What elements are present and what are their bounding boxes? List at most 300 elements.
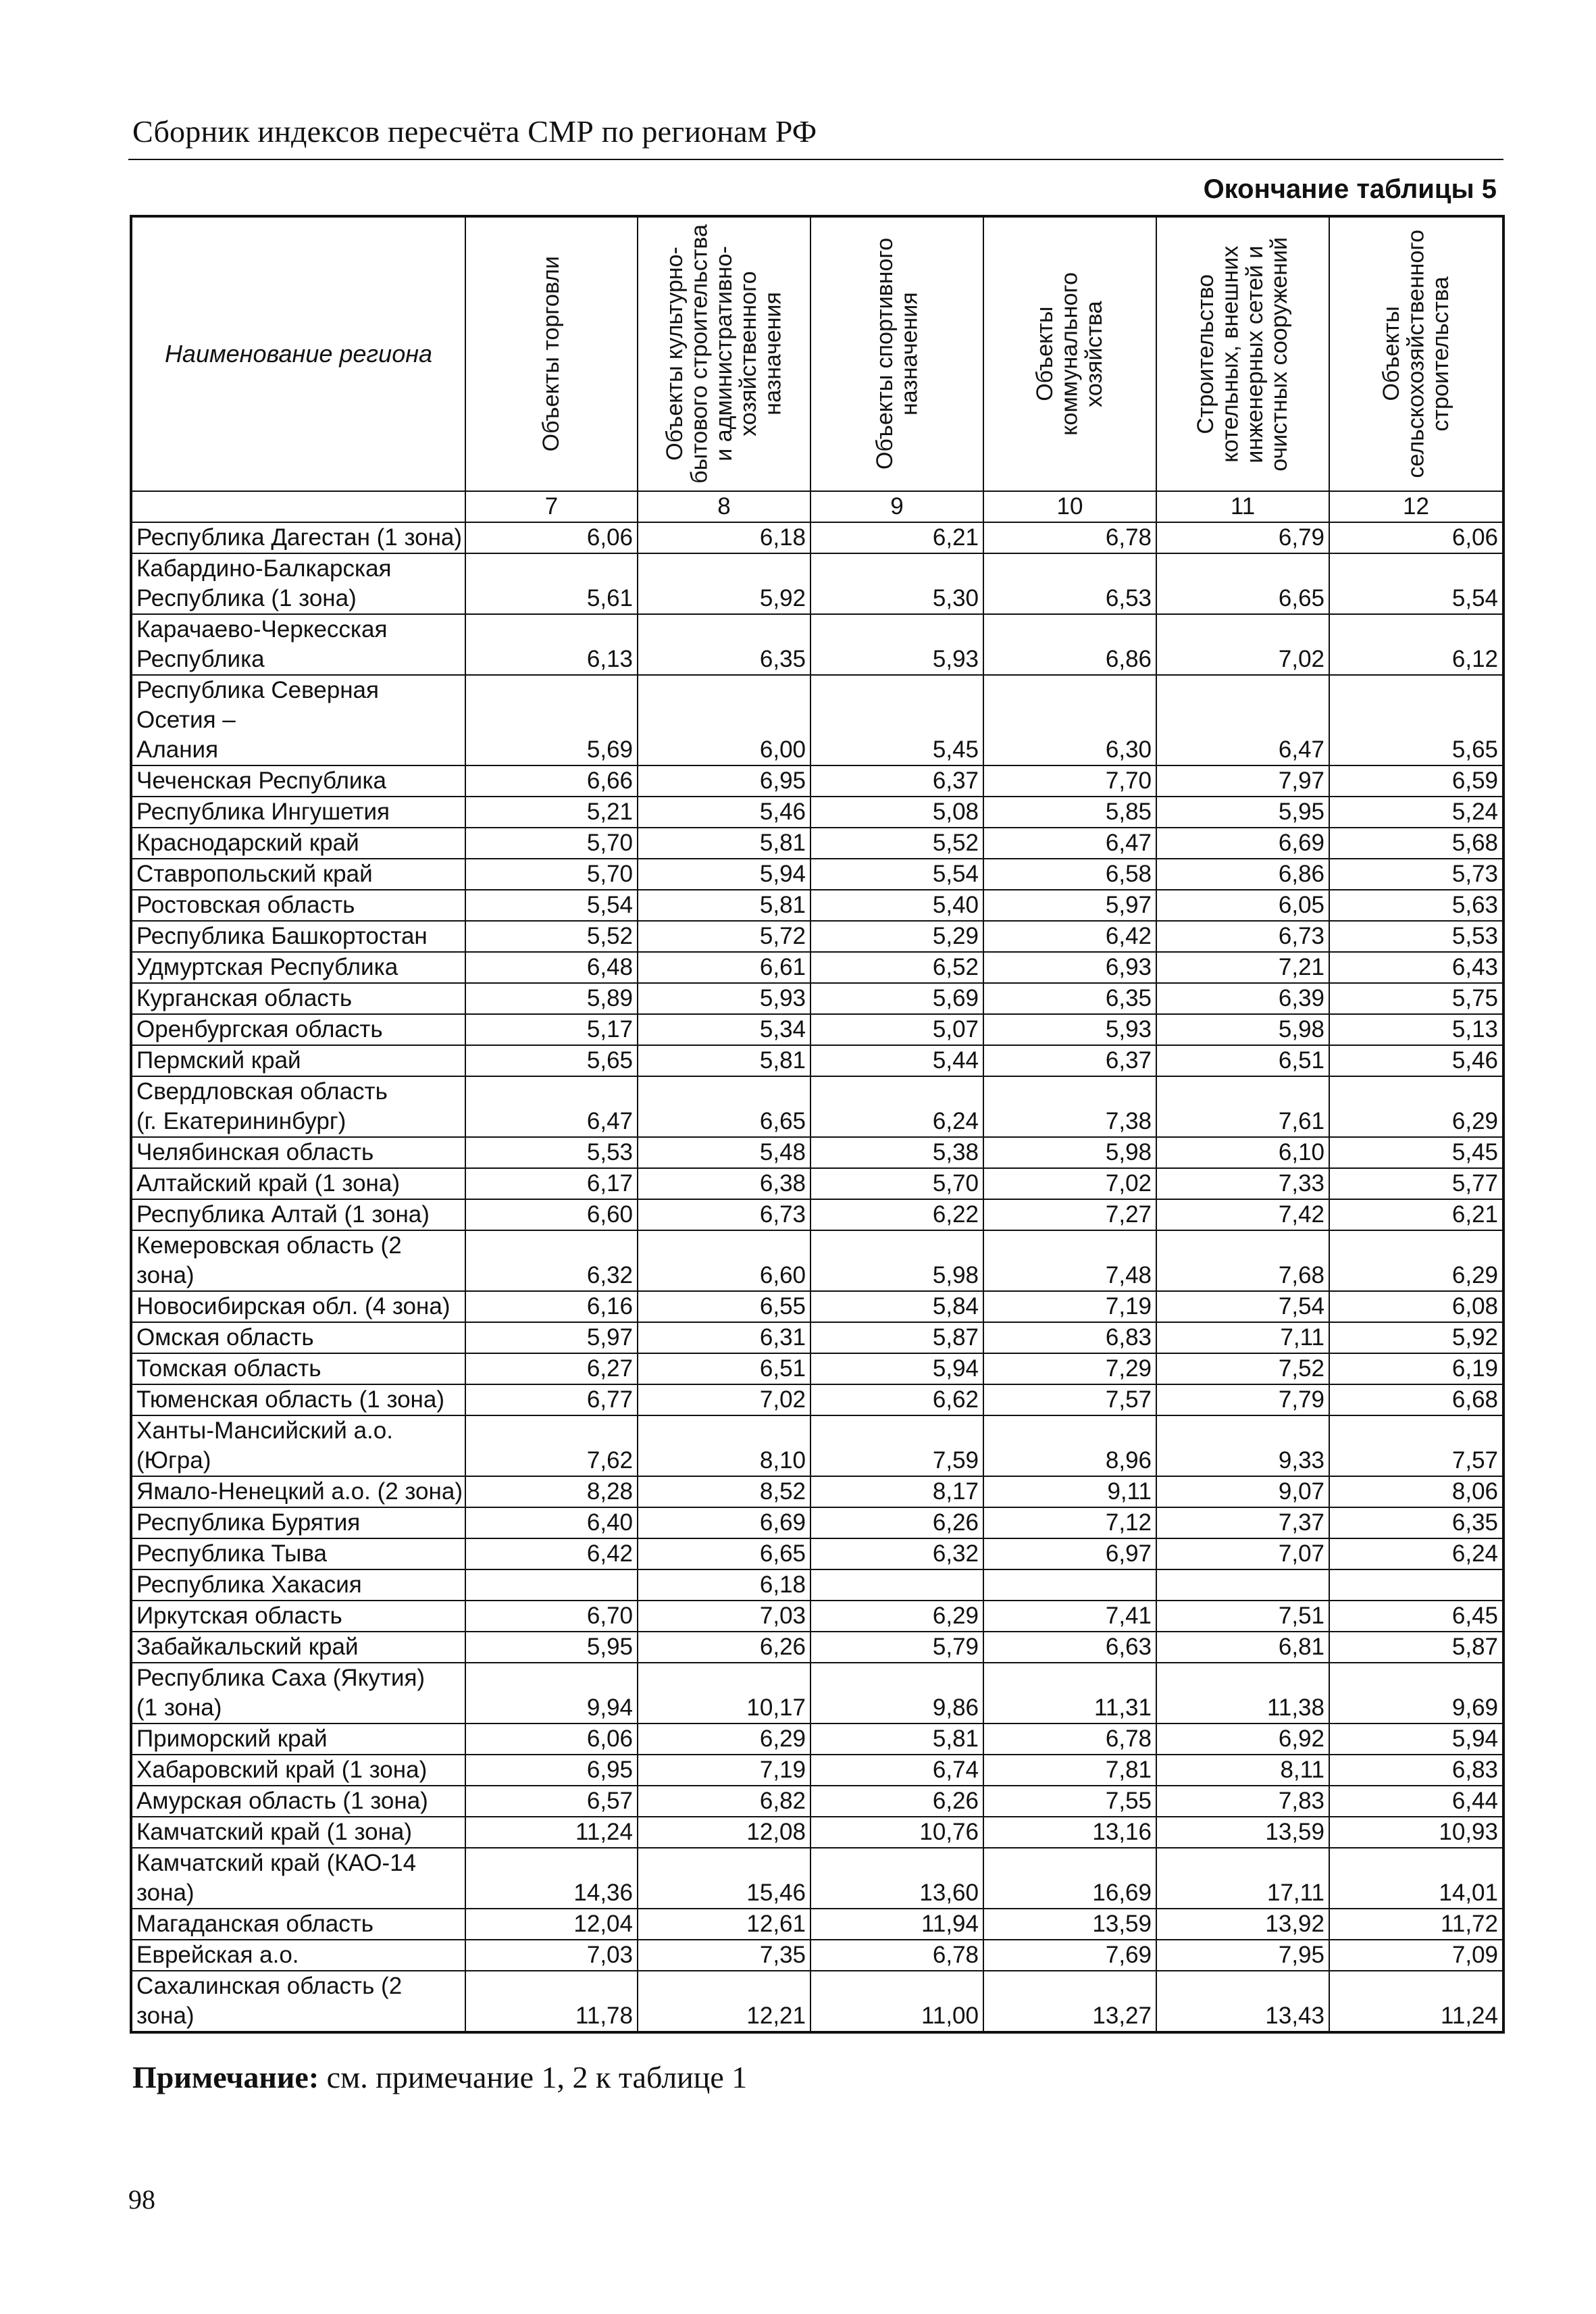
table-row bbox=[131, 1848, 1503, 1909]
index-value: 6,82 bbox=[638, 1786, 810, 1817]
index-value: 10,76 bbox=[810, 1817, 983, 1848]
index-value: 7,48 bbox=[983, 1230, 1156, 1291]
index-value: 7,19 bbox=[983, 1291, 1156, 1322]
table-row bbox=[131, 1817, 1503, 1848]
region-name: Камчатский край (КАО-14 зона) bbox=[131, 1848, 465, 1909]
index-value: 6,47 bbox=[983, 828, 1156, 859]
index-value: 7,03 bbox=[638, 1601, 810, 1632]
table-row bbox=[131, 1569, 1503, 1601]
index-value: 5,46 bbox=[1329, 1045, 1503, 1076]
index-value: 6,10 bbox=[1156, 1137, 1329, 1168]
index-value: 5,84 bbox=[810, 1291, 983, 1322]
table-row bbox=[131, 1291, 1503, 1322]
table-row bbox=[131, 890, 1503, 921]
index-value: 6,29 bbox=[810, 1601, 983, 1632]
index-value: 5,54 bbox=[1329, 553, 1503, 614]
table-row bbox=[131, 614, 1503, 675]
index-value: 5,65 bbox=[465, 1045, 638, 1076]
region-name: Курганская область bbox=[131, 983, 465, 1014]
index-value: 5,52 bbox=[810, 828, 983, 859]
index-value: 6,31 bbox=[638, 1322, 810, 1353]
index-value: 5,98 bbox=[810, 1230, 983, 1291]
index-value: 6,08 bbox=[1329, 1291, 1503, 1322]
index-value: 7,02 bbox=[638, 1384, 810, 1415]
index-value: 6,97 bbox=[983, 1538, 1156, 1569]
index-value: 8,17 bbox=[810, 1476, 983, 1507]
region-name: Приморский край bbox=[131, 1724, 465, 1755]
index-value: 6,29 bbox=[1329, 1230, 1503, 1291]
index-value: 5,95 bbox=[465, 1632, 638, 1663]
index-value: 9,94 bbox=[465, 1663, 638, 1724]
index-value: 7,21 bbox=[1156, 952, 1329, 983]
region-name: Республика Дагестан (1 зона) bbox=[131, 522, 465, 553]
column-header bbox=[983, 216, 1156, 491]
table-body bbox=[131, 522, 1503, 2032]
region-name: Свердловская область (г. Екатерининбург) bbox=[131, 1076, 465, 1137]
index-value: 6,13 bbox=[465, 614, 638, 675]
index-value: 6,55 bbox=[638, 1291, 810, 1322]
index-value: 6,06 bbox=[465, 522, 638, 553]
index-value: 6,26 bbox=[638, 1632, 810, 1663]
index-value: 5,77 bbox=[1329, 1168, 1503, 1199]
table-row bbox=[131, 1230, 1503, 1291]
index-value: 6,51 bbox=[1156, 1045, 1329, 1076]
region-name: Иркутская область bbox=[131, 1601, 465, 1632]
index-value: 6,60 bbox=[638, 1230, 810, 1291]
index-value: 6,38 bbox=[638, 1168, 810, 1199]
index-value: 7,62 bbox=[465, 1415, 638, 1476]
table-row bbox=[131, 1076, 1503, 1137]
index-value: 6,05 bbox=[1156, 890, 1329, 921]
table-row bbox=[131, 921, 1503, 952]
index-value: 7,27 bbox=[983, 1199, 1156, 1230]
index-value: 13,59 bbox=[1156, 1817, 1329, 1848]
index-value: 6,53 bbox=[983, 553, 1156, 614]
index-value: 6,86 bbox=[983, 614, 1156, 675]
index-value: 5,92 bbox=[1329, 1322, 1503, 1353]
table-row bbox=[131, 1601, 1503, 1632]
region-name: Республика Северная Осетия – Алания bbox=[131, 675, 465, 765]
index-value: 7,12 bbox=[983, 1507, 1156, 1538]
index-value: 16,69 bbox=[983, 1848, 1156, 1909]
index-value: 9,11 bbox=[983, 1476, 1156, 1507]
index-value: 6,60 bbox=[465, 1199, 638, 1230]
index-value: 5,70 bbox=[465, 859, 638, 890]
column-number: 11 bbox=[1156, 491, 1329, 522]
index-value: 11,94 bbox=[810, 1909, 983, 1940]
column-header-label: Объекты коммунального хозяйства bbox=[1032, 272, 1108, 436]
index-value: 11,78 bbox=[465, 1971, 638, 2032]
index-value: 6,48 bbox=[465, 952, 638, 983]
index-value: 11,24 bbox=[1329, 1971, 1503, 2032]
column-header-label: Объекты сельскохозяйственного строительства bbox=[1378, 230, 1453, 478]
region-name: Ростовская область bbox=[131, 890, 465, 921]
index-value: 6,69 bbox=[638, 1507, 810, 1538]
index-value: 7,83 bbox=[1156, 1786, 1329, 1817]
index-value: 7,07 bbox=[1156, 1538, 1329, 1569]
index-value: 6,18 bbox=[638, 1569, 810, 1601]
index-value: 6,19 bbox=[1329, 1353, 1503, 1384]
index-value: 7,95 bbox=[1156, 1940, 1329, 1971]
index-value: 7,29 bbox=[983, 1353, 1156, 1384]
index-value: 12,21 bbox=[638, 1971, 810, 2032]
region-name: Кабардино-Балкарская Республика (1 зона) bbox=[131, 553, 465, 614]
index-value: 9,69 bbox=[1329, 1663, 1503, 1724]
index-value bbox=[1156, 1569, 1329, 1601]
index-value: 5,44 bbox=[810, 1045, 983, 1076]
index-value: 6,26 bbox=[810, 1507, 983, 1538]
index-value: 5,07 bbox=[810, 1014, 983, 1045]
index-value: 9,86 bbox=[810, 1663, 983, 1724]
index-value: 6,95 bbox=[638, 765, 810, 797]
column-number-row bbox=[131, 491, 1503, 522]
index-value: 6,42 bbox=[983, 921, 1156, 952]
region-name: Алтайский край (1 зона) bbox=[131, 1168, 465, 1199]
collection-title: Сборник индексов пересчёта СМР по регионам РФ bbox=[132, 114, 817, 149]
index-value: 6,35 bbox=[638, 614, 810, 675]
index-value: 8,10 bbox=[638, 1415, 810, 1476]
table-row bbox=[131, 1940, 1503, 1971]
region-name: Хабаровский край (1 зона) bbox=[131, 1755, 465, 1786]
index-value: 7,02 bbox=[1156, 614, 1329, 675]
region-name: Республика Ингушетия bbox=[131, 797, 465, 828]
index-value bbox=[810, 1569, 983, 1601]
region-name: Магаданская область bbox=[131, 1909, 465, 1940]
index-value: 7,51 bbox=[1156, 1601, 1329, 1632]
region-name: Кемеровская область (2 зона) bbox=[131, 1230, 465, 1291]
index-value: 5,73 bbox=[1329, 859, 1503, 890]
index-value: 6,66 bbox=[465, 765, 638, 797]
index-value: 7,61 bbox=[1156, 1076, 1329, 1137]
index-value: 6,06 bbox=[1329, 522, 1503, 553]
index-value: 5,81 bbox=[638, 1045, 810, 1076]
index-value: 9,33 bbox=[1156, 1415, 1329, 1476]
index-value: 8,11 bbox=[1156, 1755, 1329, 1786]
index-value: 7,70 bbox=[983, 765, 1156, 797]
index-value: 6,61 bbox=[638, 952, 810, 983]
index-value bbox=[465, 1569, 638, 1601]
index-value: 6,45 bbox=[1329, 1601, 1503, 1632]
index-value: 6,00 bbox=[638, 675, 810, 765]
index-value: 6,12 bbox=[1329, 614, 1503, 675]
index-value: 11,72 bbox=[1329, 1909, 1503, 1940]
index-value: 6,21 bbox=[1329, 1199, 1503, 1230]
index-value: 5,53 bbox=[1329, 921, 1503, 952]
index-value: 6,70 bbox=[465, 1601, 638, 1632]
index-value: 6,65 bbox=[638, 1538, 810, 1569]
column-number: 8 bbox=[638, 491, 810, 522]
regional-indices-table bbox=[130, 215, 1505, 2034]
index-value: 5,87 bbox=[1329, 1632, 1503, 1663]
region-name: Оренбургская область bbox=[131, 1014, 465, 1045]
column-header bbox=[1329, 216, 1503, 491]
index-value: 5,68 bbox=[1329, 828, 1503, 859]
index-value: 6,22 bbox=[810, 1199, 983, 1230]
index-value: 5,34 bbox=[638, 1014, 810, 1045]
index-value: 6,78 bbox=[810, 1940, 983, 1971]
region-name: Республика Саха (Якутия) (1 зона) bbox=[131, 1663, 465, 1724]
column-header-label: Объекты торговли bbox=[538, 256, 565, 452]
index-value: 6,57 bbox=[465, 1786, 638, 1817]
index-value: 6,51 bbox=[638, 1353, 810, 1384]
index-value: 5,75 bbox=[1329, 983, 1503, 1014]
index-value: 5,40 bbox=[810, 890, 983, 921]
table-row bbox=[131, 1538, 1503, 1569]
index-value: 6,35 bbox=[1329, 1507, 1503, 1538]
index-value: 5,69 bbox=[465, 675, 638, 765]
index-value: 7,55 bbox=[983, 1786, 1156, 1817]
index-value: 5,08 bbox=[810, 797, 983, 828]
index-value: 7,35 bbox=[638, 1940, 810, 1971]
index-value: 7,69 bbox=[983, 1940, 1156, 1971]
index-value: 15,46 bbox=[638, 1848, 810, 1909]
table-row bbox=[131, 1384, 1503, 1415]
page-number: 98 bbox=[128, 2184, 155, 2215]
table-continuation-label: Окончание таблицы 5 bbox=[1203, 174, 1497, 204]
index-value: 6,69 bbox=[1156, 828, 1329, 859]
index-value: 7,79 bbox=[1156, 1384, 1329, 1415]
region-name: Республика Тыва bbox=[131, 1538, 465, 1569]
index-value: 6,43 bbox=[1329, 952, 1503, 983]
index-value: 5,79 bbox=[810, 1632, 983, 1663]
region-name: Республика Хакасия bbox=[131, 1569, 465, 1601]
index-value: 5,93 bbox=[810, 614, 983, 675]
index-value: 5,38 bbox=[810, 1137, 983, 1168]
index-value: 6,27 bbox=[465, 1353, 638, 1384]
region-name: Новосибирская обл. (4 зона) bbox=[131, 1291, 465, 1322]
index-value: 5,72 bbox=[638, 921, 810, 952]
index-value: 6,78 bbox=[983, 1724, 1156, 1755]
index-value: 12,08 bbox=[638, 1817, 810, 1848]
index-value: 14,36 bbox=[465, 1848, 638, 1909]
index-value: 5,61 bbox=[465, 553, 638, 614]
region-name: Сахалинская область (2 зона) bbox=[131, 1971, 465, 2032]
note-text: см. примечание 1, 2 к таблице 1 bbox=[319, 2060, 748, 2094]
index-value: 5,65 bbox=[1329, 675, 1503, 765]
column-header-row bbox=[131, 216, 1503, 491]
index-value: 5,21 bbox=[465, 797, 638, 828]
index-value: 5,70 bbox=[465, 828, 638, 859]
index-value: 7,59 bbox=[810, 1415, 983, 1476]
index-value: 7,57 bbox=[983, 1384, 1156, 1415]
region-name: Ставропольский край bbox=[131, 859, 465, 890]
index-value: 5,94 bbox=[638, 859, 810, 890]
index-value: 6,06 bbox=[465, 1724, 638, 1755]
index-value: 7,81 bbox=[983, 1755, 1156, 1786]
index-value: 5,94 bbox=[810, 1353, 983, 1384]
index-value: 6,47 bbox=[1156, 675, 1329, 765]
index-value: 13,27 bbox=[983, 1971, 1156, 2032]
column-number: 7 bbox=[465, 491, 638, 522]
region-name: Томская область bbox=[131, 1353, 465, 1384]
table-row bbox=[131, 675, 1503, 765]
region-name: Республика Бурятия bbox=[131, 1507, 465, 1538]
index-value: 6,47 bbox=[465, 1076, 638, 1137]
index-value: 5,93 bbox=[983, 1014, 1156, 1045]
region-name: Карачаево-Черкесская Республика bbox=[131, 614, 465, 675]
index-value: 6,24 bbox=[1329, 1538, 1503, 1569]
index-value: 13,43 bbox=[1156, 1971, 1329, 2032]
index-value: 7,41 bbox=[983, 1601, 1156, 1632]
index-value: 5,81 bbox=[638, 890, 810, 921]
index-value: 5,54 bbox=[465, 890, 638, 921]
index-value: 5,45 bbox=[810, 675, 983, 765]
index-value: 7,54 bbox=[1156, 1291, 1329, 1322]
index-value: 5,97 bbox=[983, 890, 1156, 921]
column-header-label: Объекты спортивного назначения bbox=[871, 238, 922, 470]
index-value: 13,16 bbox=[983, 1817, 1156, 1848]
index-value: 13,60 bbox=[810, 1848, 983, 1909]
index-value: 7,52 bbox=[1156, 1353, 1329, 1384]
index-value: 12,61 bbox=[638, 1909, 810, 1940]
index-value: 6,81 bbox=[1156, 1632, 1329, 1663]
table-row bbox=[131, 765, 1503, 797]
index-value: 6,74 bbox=[810, 1755, 983, 1786]
index-value: 13,59 bbox=[983, 1909, 1156, 1940]
index-value: 6,92 bbox=[1156, 1724, 1329, 1755]
index-value: 8,96 bbox=[983, 1415, 1156, 1476]
table-row bbox=[131, 1971, 1503, 2032]
table-row bbox=[131, 1199, 1503, 1230]
index-value bbox=[983, 1569, 1156, 1601]
index-value: 6,42 bbox=[465, 1538, 638, 1569]
index-value: 8,28 bbox=[465, 1476, 638, 1507]
index-value: 6,73 bbox=[1156, 921, 1329, 952]
table-row bbox=[131, 859, 1503, 890]
table-row bbox=[131, 1168, 1503, 1199]
index-value: 5,87 bbox=[810, 1322, 983, 1353]
index-value: 6,73 bbox=[638, 1199, 810, 1230]
index-value: 6,79 bbox=[1156, 522, 1329, 553]
index-value: 5,63 bbox=[1329, 890, 1503, 921]
index-value: 7,37 bbox=[1156, 1507, 1329, 1538]
region-name: Чеченская Республика bbox=[131, 765, 465, 797]
index-value: 7,33 bbox=[1156, 1168, 1329, 1199]
index-value: 6,59 bbox=[1329, 765, 1503, 797]
index-value: 6,52 bbox=[810, 952, 983, 983]
column-header-label: Объекты культурно- бытового строительства и административно- хозяйственного назначения bbox=[662, 224, 786, 484]
table-row bbox=[131, 1137, 1503, 1168]
index-value: 6,37 bbox=[983, 1045, 1156, 1076]
index-value: 7,38 bbox=[983, 1076, 1156, 1137]
index-value: 5,48 bbox=[638, 1137, 810, 1168]
index-value: 6,77 bbox=[465, 1384, 638, 1415]
region-name: Омская область bbox=[131, 1322, 465, 1353]
index-value: 7,42 bbox=[1156, 1199, 1329, 1230]
index-value: 8,52 bbox=[638, 1476, 810, 1507]
index-value: 6,24 bbox=[810, 1076, 983, 1137]
index-value: 6,62 bbox=[810, 1384, 983, 1415]
table-row bbox=[131, 1476, 1503, 1507]
index-value: 6,39 bbox=[1156, 983, 1329, 1014]
index-value: 7,97 bbox=[1156, 765, 1329, 797]
index-value: 6,95 bbox=[465, 1755, 638, 1786]
region-name: Краснодарский край bbox=[131, 828, 465, 859]
index-value: 11,24 bbox=[465, 1817, 638, 1848]
index-value: 13,92 bbox=[1156, 1909, 1329, 1940]
table-row bbox=[131, 983, 1503, 1014]
region-name: Забайкальский край bbox=[131, 1632, 465, 1663]
table-row bbox=[131, 797, 1503, 828]
table-row bbox=[131, 1755, 1503, 1786]
region-name: Республика Башкортостан bbox=[131, 921, 465, 952]
index-value: 5,13 bbox=[1329, 1014, 1503, 1045]
index-value: 8,06 bbox=[1329, 1476, 1503, 1507]
table-row bbox=[131, 952, 1503, 983]
index-value: 6,83 bbox=[983, 1322, 1156, 1353]
column-header-label: Строительство котельных, внешних инженерных сетей и очистных сооружений bbox=[1193, 236, 1293, 472]
index-value: 6,16 bbox=[465, 1291, 638, 1322]
index-value: 5,85 bbox=[983, 797, 1156, 828]
index-value: 11,31 bbox=[983, 1663, 1156, 1724]
region-name: Ханты-Мансийский а.о. (Югра) bbox=[131, 1415, 465, 1476]
table-row bbox=[131, 1724, 1503, 1755]
table-row bbox=[131, 1353, 1503, 1384]
table-row bbox=[131, 828, 1503, 859]
table-row bbox=[131, 1322, 1503, 1353]
region-name: Пермский край bbox=[131, 1045, 465, 1076]
index-value: 5,53 bbox=[465, 1137, 638, 1168]
index-value: 5,24 bbox=[1329, 797, 1503, 828]
index-value: 5,30 bbox=[810, 553, 983, 614]
index-value: 6,30 bbox=[983, 675, 1156, 765]
index-value: 7,11 bbox=[1156, 1322, 1329, 1353]
index-value: 7,19 bbox=[638, 1755, 810, 1786]
column-header bbox=[810, 216, 983, 491]
index-value: 5,52 bbox=[465, 921, 638, 952]
index-value bbox=[1329, 1569, 1503, 1601]
index-value: 6,68 bbox=[1329, 1384, 1503, 1415]
index-value: 5,98 bbox=[983, 1137, 1156, 1168]
note-label: Примечание: bbox=[132, 2060, 319, 2094]
table-row bbox=[131, 1786, 1503, 1817]
index-value: 5,70 bbox=[810, 1168, 983, 1199]
index-value: 5,29 bbox=[810, 921, 983, 952]
region-name: Республика Алтай (1 зона) bbox=[131, 1199, 465, 1230]
index-value: 7,09 bbox=[1329, 1940, 1503, 1971]
region-name: Еврейская а.о. bbox=[131, 1940, 465, 1971]
index-value: 7,02 bbox=[983, 1168, 1156, 1199]
index-value: 7,03 bbox=[465, 1940, 638, 1971]
index-value: 6,83 bbox=[1329, 1755, 1503, 1786]
index-value: 6,65 bbox=[1156, 553, 1329, 614]
index-value: 6,78 bbox=[983, 522, 1156, 553]
index-value: 12,04 bbox=[465, 1909, 638, 1940]
index-value: 6,37 bbox=[810, 765, 983, 797]
index-value: 5,94 bbox=[1329, 1724, 1503, 1755]
table-row bbox=[131, 1014, 1503, 1045]
index-value: 6,26 bbox=[810, 1786, 983, 1817]
region-column-header: Наименование региона bbox=[131, 216, 465, 491]
table-row bbox=[131, 1909, 1503, 1940]
index-value: 6,44 bbox=[1329, 1786, 1503, 1817]
index-value: 10,93 bbox=[1329, 1817, 1503, 1848]
index-value: 10,17 bbox=[638, 1663, 810, 1724]
index-value: 6,93 bbox=[983, 952, 1156, 983]
index-value: 7,68 bbox=[1156, 1230, 1329, 1291]
table-row bbox=[131, 1045, 1503, 1076]
table-row bbox=[131, 1507, 1503, 1538]
index-value: 9,07 bbox=[1156, 1476, 1329, 1507]
index-value: 6,86 bbox=[1156, 859, 1329, 890]
index-value: 11,38 bbox=[1156, 1663, 1329, 1724]
index-value: 5,46 bbox=[638, 797, 810, 828]
index-value: 5,89 bbox=[465, 983, 638, 1014]
index-value: 5,93 bbox=[638, 983, 810, 1014]
header-rule bbox=[128, 159, 1503, 160]
column-header bbox=[1156, 216, 1329, 491]
index-value: 5,69 bbox=[810, 983, 983, 1014]
